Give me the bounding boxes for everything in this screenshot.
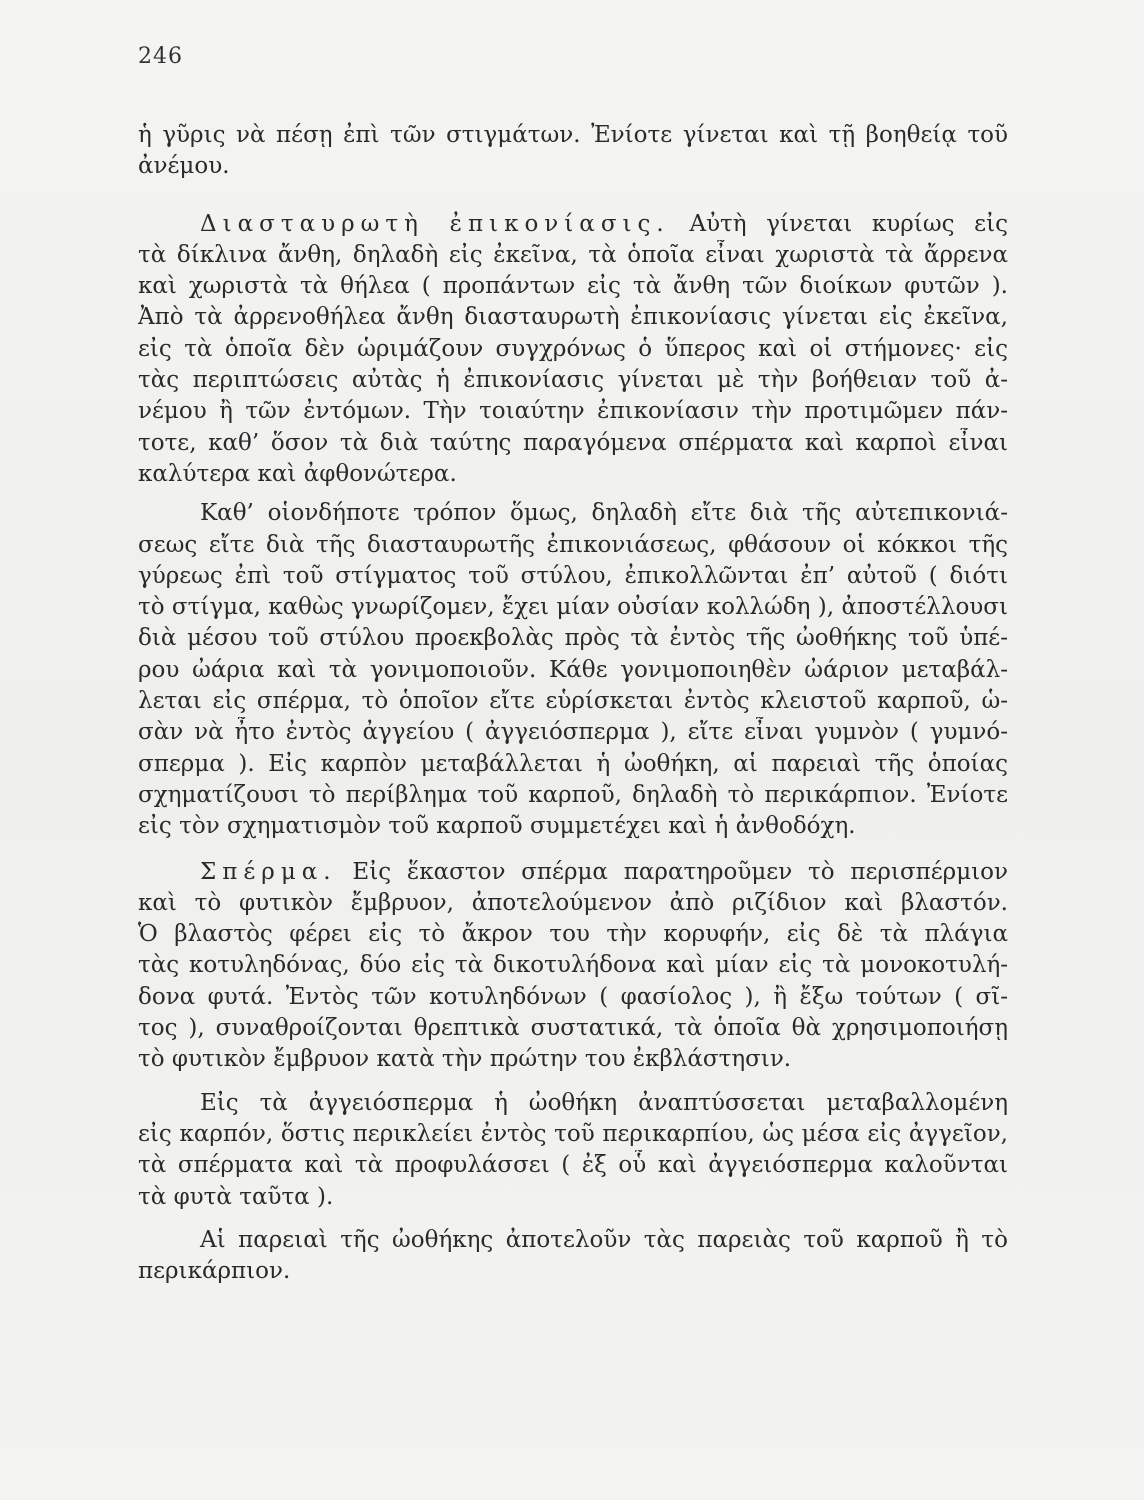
text-line: καὶ τὸ φυτικὸν ἔμβρυον, ἀποτελούμενον ἀπὸ ριζίδιον καὶ βλαστόν.: [138, 889, 1008, 916]
text-line: τοτε, καθ’ ὅσον τὰ διὰ ταύτης παραγόμενα σπέρματα καὶ καρποὶ εἶναι: [138, 429, 1008, 456]
text-line: ἡ γῦρις νὰ πέσῃ ἐπὶ τῶν στιγμάτων. Ἐνίοτε γίνεται καὶ τῇ βοηθείᾳ τοῦ: [138, 122, 1008, 148]
text-line: Καθ’ οἱονδήποτε τρόπον ὅμως, δηλαδὴ εἴτε διὰ τῆς αὐτεπικονιά-: [200, 500, 1008, 527]
text-line: εἰς καρπόν, ὅστις περικλείει ἐντὸς τοῦ περικαρπίου, ὡς μέσα εἰς ἀγγεῖον,: [138, 1120, 1008, 1147]
text-line: Ἀπὸ τὰ ἀρρενοθήλεα ἄνθη διασταυρωτὴ ἐπικονίασις γίνεται εἰς ἐκεῖνα,: [138, 304, 1008, 331]
paragraph: [138, 120, 1008, 183]
paragraph: [138, 1088, 1008, 1213]
text-line: σεως εἴτε διὰ τῆς διασταυρωτῆς ἐπικονιάσεως, φθάσουν οἱ κόκκοι τῆς: [138, 531, 1008, 558]
text-line: καὶ χωριστὰ τὰ θήλεα ( προπάντων εἰς τὰ ἄνθη τῶν διοίκων φυτῶν ).: [138, 273, 1008, 300]
paragraph: [138, 1225, 1008, 1288]
text-line: περικάρπιον.: [138, 1258, 291, 1285]
text-line: σχηματίζουσι τὸ περίβλημα τοῦ καρποῦ, δηλαδὴ τὸ περικάρπιον. Ἐνίοτε: [138, 781, 1008, 808]
text-line: γύρεως ἐπὶ τοῦ στίγματος τοῦ στύλου, ἐπικολλῶνται ἐπ’ αὐτοῦ ( διότι: [138, 562, 1008, 589]
text-line: τὸ στίγμα, καθὼς γνωρίζομεν, ἔχει μίαν οὐσίαν κολλώδη ), ἀποστέλλουσι: [138, 594, 1008, 621]
section-heading: Σπέρμα.: [200, 858, 337, 885]
text-line: Διασταυρωτὴ ἐπικονίασις. Αὐτὴ γίνεται κυρίως εἰς: [200, 210, 1008, 237]
text-line: Αἱ παρειαὶ τῆς ὠοθήκης ἀποτελοῦν τὰς παρειὰς τοῦ καρποῦ ἢ τὸ: [200, 1226, 1008, 1253]
text-line: λεται εἰς σπέρμα, τὸ ὁποῖον εἴτε εὑρίσκεται ἐντὸς κλειστοῦ καρποῦ, ὡ-: [138, 688, 1008, 715]
text-line: τὰ φυτὰ ταῦτα ).: [138, 1183, 334, 1210]
text-line: διὰ μέσου τοῦ στύλου προεκβολὰς πρὸς τὰ ἐντὸς τῆς ὠοθήκης τοῦ ὑπέ-: [138, 625, 1008, 652]
page-number: 246: [138, 44, 183, 69]
text-line: Σπέρμα. Εἰς ἕκαστον σπέρμα παρατηροῦμεν τὸ περισπέρμιον: [200, 858, 1008, 885]
text-line: τος ), συναθροίζονται θρεπτικὰ συστατικά, τὰ ὁποῖα θὰ χρησιμοποιήσῃ: [138, 1015, 1008, 1042]
paragraph: [138, 209, 1008, 491]
text-line: ρου ὠάρια καὶ τὰ γονιμοποιοῦν. Κάθε γονιμοποιηθὲν ὠάριον μεταβάλ-: [138, 656, 1008, 683]
paragraph: [138, 498, 1008, 842]
body-text: [138, 120, 1008, 1287]
text-line: σὰν νὰ ἦτο ἐντὸς ἀγγείου ( ἀγγειόσπερμα ), εἴτε εἶναι γυμνὸν ( γυμνό-: [138, 719, 1008, 746]
text-line: καλύτερα καὶ ἀφθονώτερα.: [138, 460, 457, 487]
text-line: τὰς κοτυληδόνας, δύο εἰς τὰ δικοτυλήδονα καὶ μίαν εἰς τὰ μονοκοτυλή-: [138, 952, 1008, 979]
section-heading: Διασταυρωτὴ ἐπικονίασις.: [200, 210, 670, 237]
text-line: νέμου ἢ τῶν ἐντόμων. Τὴν τοιαύτην ἐπικονίασιν τὴν προτιμῶμεν πάν-: [138, 398, 1008, 425]
text-line: τὰ δίκλινα ἄνθη, δηλαδὴ εἰς ἐκεῖνα, τὰ ὁποῖα εἶναι χωριστὰ τὰ ἄρρενα: [138, 241, 1008, 268]
text-line: σπερμα ). Εἰς καρπὸν μεταβάλλεται ἡ ὠοθήκη, αἱ παρειαὶ τῆς ὁποίας: [138, 750, 1008, 777]
text-line: Ὁ βλαστὸς φέρει εἰς τὸ ἄκρον του τὴν κορυφήν, εἰς δὲ τὰ πλάγια: [138, 921, 1008, 948]
paragraph: [138, 857, 1008, 1076]
text-line: τὰς περιπτώσεις αὐτὰς ἡ ἐπικονίασις γίνεται μὲ τὴν βοήθειαν τοῦ ἀ-: [138, 367, 1008, 394]
text-line: Εἰς τὰ ἀγγειόσπερμα ἡ ὠοθήκη ἀναπτύσσεται μεταβαλλομένη: [200, 1089, 1008, 1116]
text-line: δονα φυτά. Ἐντὸς τῶν κοτυληδόνων ( φασίολος ), ἢ ἔξω τούτων ( σῖ-: [138, 983, 1008, 1010]
text-line: εἰς τὸν σχηματισμὸν τοῦ καρποῦ συμμετέχει καὶ ἡ ἀνθοδόχη.: [138, 813, 856, 840]
text-line: τὸ φυτικὸν ἔμβρυον κατὰ τὴν πρώτην του ἐκβλάστησιν.: [138, 1046, 792, 1073]
text-line: εἰς τὰ ὁποῖα δὲν ὡριμάζουν συγχρόνως ὁ ὕπερος καὶ οἱ στήμονες· εἰς: [138, 335, 1008, 362]
text-line: ἀνέμου.: [138, 153, 230, 180]
text-line: τὰ σπέρματα καὶ τὰ προφυλάσσει ( ἐξ οὗ καὶ ἀγγειόσπερμα καλοῦνται: [138, 1152, 1008, 1179]
